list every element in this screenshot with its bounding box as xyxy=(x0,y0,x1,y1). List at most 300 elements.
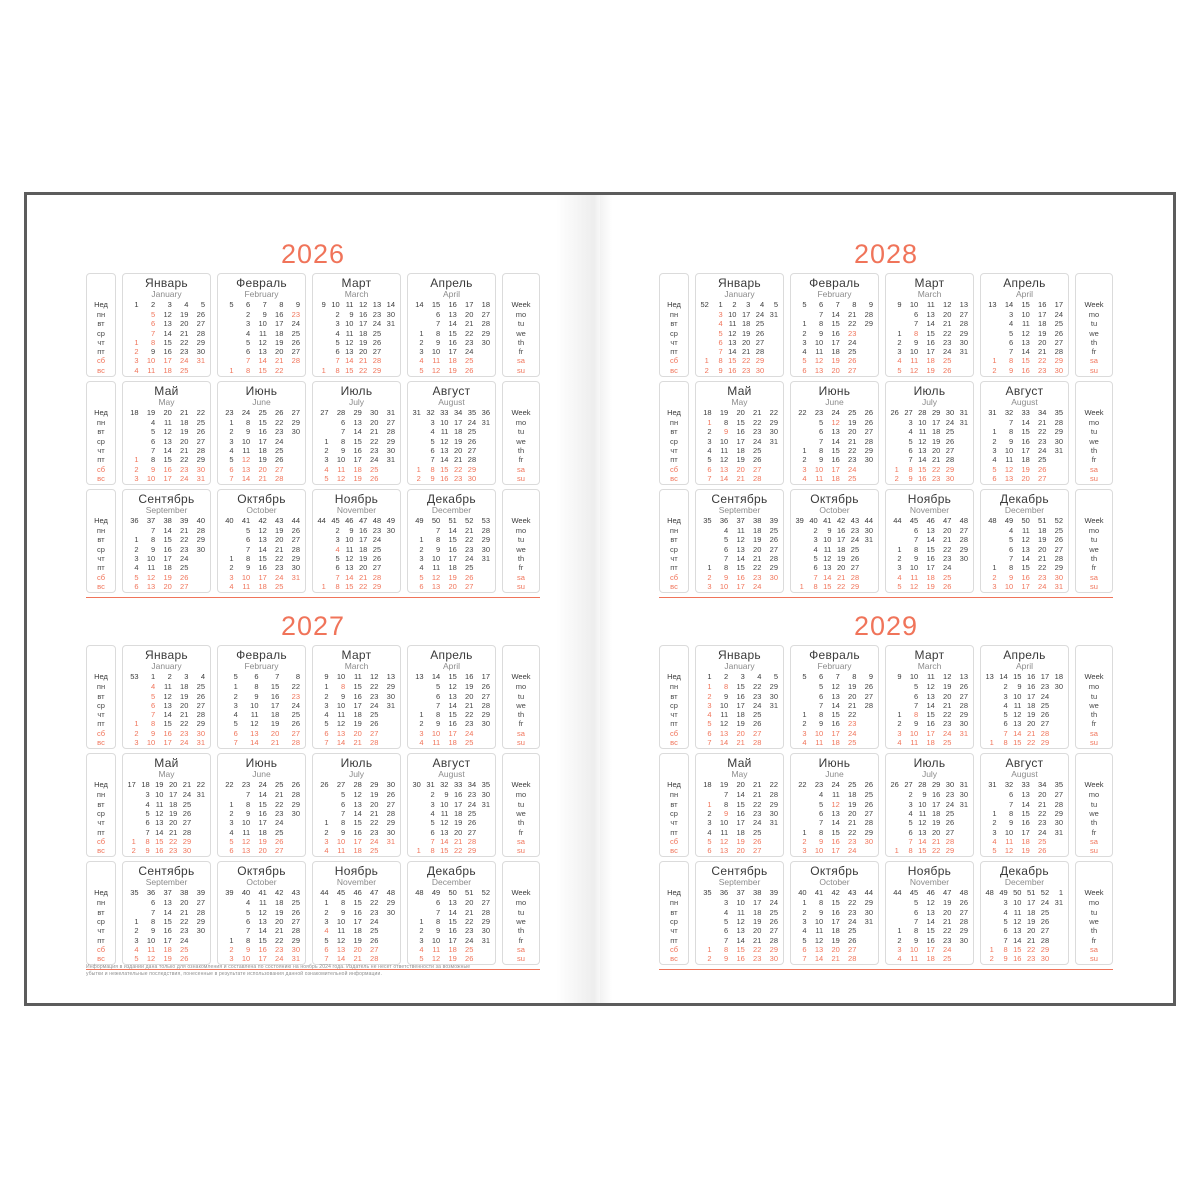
month-header xyxy=(983,647,1066,671)
day-number: 11 xyxy=(337,926,346,936)
day-number: 13 xyxy=(258,916,267,926)
day-row xyxy=(793,545,876,554)
day-number: 10 xyxy=(814,728,824,738)
day-number: 25 xyxy=(848,473,857,483)
weekday-label: tu xyxy=(517,535,525,545)
day-number: 14 xyxy=(163,907,172,917)
day-number: 17 xyxy=(163,473,172,483)
day-row xyxy=(793,926,876,935)
day-number: 19 xyxy=(753,916,762,926)
day-number: 4 xyxy=(246,328,251,338)
month-name-en: February xyxy=(817,661,852,672)
week-number: 28 xyxy=(353,780,362,790)
day-number: 19 xyxy=(926,365,935,375)
weekday-label: вс xyxy=(97,365,105,375)
day-number: 14 xyxy=(926,700,935,710)
day-number: 24 xyxy=(753,818,762,828)
day-row xyxy=(125,898,208,907)
day-number: 26 xyxy=(1038,464,1047,474)
day-number: 12 xyxy=(336,719,346,729)
day-number xyxy=(859,945,876,954)
day-number: 20 xyxy=(465,898,474,908)
day-row xyxy=(410,319,493,328)
day-number: 11 xyxy=(432,563,441,573)
day-number: 30 xyxy=(1054,365,1063,375)
day-number: 23 xyxy=(753,808,762,818)
month-name-ru: Май xyxy=(154,756,179,771)
day-number: 2 xyxy=(813,526,818,536)
weekday-label: tu xyxy=(1090,535,1098,545)
weekday-label: we xyxy=(516,916,526,926)
day-number: 2 xyxy=(707,954,712,964)
day-row xyxy=(793,917,876,926)
weekday-label: we xyxy=(1089,700,1099,710)
week-number: 19 xyxy=(155,780,164,790)
day-number xyxy=(793,310,810,319)
week-number: 29 xyxy=(931,408,941,418)
day-number: 17 xyxy=(353,455,362,465)
weekday-label: сб xyxy=(669,464,679,474)
day-number: 18 xyxy=(926,356,935,366)
month-name-ru: Декабрь xyxy=(1000,864,1049,879)
day-number: 3 xyxy=(134,935,139,945)
day-row xyxy=(983,738,1066,747)
day-number xyxy=(315,526,329,535)
week-header-en: Week xyxy=(511,672,531,682)
day-number: 13 xyxy=(258,535,267,545)
day-number: 22 xyxy=(943,328,952,338)
week-number: 31 xyxy=(959,408,968,418)
day-number: 13 xyxy=(831,808,840,818)
day-number xyxy=(220,356,237,365)
weekday-label: сб xyxy=(669,356,679,366)
day-number xyxy=(957,809,971,818)
day-number: 26 xyxy=(465,954,474,964)
side-column-spacer xyxy=(89,863,113,887)
day-number: 25 xyxy=(1038,836,1047,846)
month-grid xyxy=(888,299,971,375)
month-grid xyxy=(888,779,971,855)
week-number: 7 xyxy=(835,672,840,682)
day-number: 1 xyxy=(229,554,234,564)
day-row xyxy=(698,474,781,483)
day-number: 23 xyxy=(275,563,284,573)
day-row xyxy=(698,319,781,328)
day-row xyxy=(698,790,781,799)
weekday-label: th xyxy=(1090,337,1098,347)
day-row xyxy=(410,682,493,691)
day-number: 26 xyxy=(850,554,860,564)
day-number: 18 xyxy=(926,738,935,748)
day-number: 22 xyxy=(453,464,463,474)
day-number: 26 xyxy=(1040,710,1050,720)
day-number: 4 xyxy=(1009,526,1014,536)
day-number: 20 xyxy=(448,581,457,591)
week-number: 13 xyxy=(959,300,968,309)
day-number: 23 xyxy=(741,365,751,375)
day-number: 2 xyxy=(229,808,234,818)
week-header-ru: Нед xyxy=(94,780,108,790)
day-number xyxy=(410,898,427,907)
week-number: 20 xyxy=(736,408,745,418)
day-number: 14 xyxy=(448,907,457,917)
day-number: 16 xyxy=(358,310,368,319)
day-row xyxy=(983,710,1066,719)
day-number: 4 xyxy=(151,682,156,692)
day-number: 17 xyxy=(358,319,368,329)
day-number: 2 xyxy=(229,944,234,954)
day-number: 16 xyxy=(163,926,172,936)
day-number: 28 xyxy=(848,954,857,964)
day-number: 25 xyxy=(1054,526,1063,536)
week-number: 17 xyxy=(465,300,474,309)
day-row xyxy=(983,427,1066,436)
day-number xyxy=(859,356,876,365)
day-row xyxy=(983,554,1066,563)
day-number: 22 xyxy=(943,710,952,720)
day-number: 30 xyxy=(481,790,490,800)
day-number xyxy=(315,554,329,563)
day-number: 13 xyxy=(448,898,457,908)
weekday-label: th xyxy=(517,926,525,936)
day-number: 5 xyxy=(233,719,238,729)
day-number: 17 xyxy=(1026,691,1036,701)
weekday-label: sa xyxy=(1090,356,1098,366)
day-number: 30 xyxy=(481,719,490,729)
day-number: 2 xyxy=(707,808,712,818)
day-number xyxy=(384,545,398,554)
day-number: 18 xyxy=(1021,455,1030,465)
day-number: 24 xyxy=(275,818,284,828)
day-number: 10 xyxy=(431,728,441,738)
day-number: 20 xyxy=(465,310,474,319)
day-number: 19 xyxy=(465,682,474,692)
day-row xyxy=(410,474,493,483)
day-number: 19 xyxy=(736,836,745,846)
month-name-en: May xyxy=(731,769,748,780)
day-number xyxy=(381,954,398,963)
day-number: 9 xyxy=(145,846,150,856)
day-row xyxy=(410,945,493,954)
week-number: 43 xyxy=(850,516,860,526)
day-number: 28 xyxy=(196,445,205,455)
day-number: 7 xyxy=(724,554,729,564)
day-number: 6 xyxy=(724,926,729,936)
day-number: 24 xyxy=(180,738,189,748)
day-number: 15 xyxy=(1021,427,1030,437)
month-name-en: June xyxy=(252,769,271,780)
day-number: 20 xyxy=(753,544,762,554)
day-number: 16 xyxy=(453,790,463,800)
day-number: 23 xyxy=(848,907,857,917)
week-number: 2 xyxy=(724,672,729,682)
day-number xyxy=(1052,936,1066,945)
month-name-ru: Июнь xyxy=(245,756,278,771)
day-number: 3 xyxy=(707,818,712,828)
weekday-label: чт xyxy=(97,554,105,564)
day-number: 6 xyxy=(151,700,156,710)
day-number: 30 xyxy=(1040,954,1050,964)
day-number: 8 xyxy=(341,436,346,446)
day-number: 27 xyxy=(372,347,382,357)
week-number: 16 xyxy=(1026,672,1036,682)
day-number: 28 xyxy=(370,954,379,964)
day-number: 16 xyxy=(1021,572,1030,582)
day-number: 15 xyxy=(155,836,164,846)
day-number: 29 xyxy=(945,846,955,856)
month-name-ru: Июль xyxy=(913,384,946,399)
day-number: 20 xyxy=(1026,926,1036,936)
day-number: 22 xyxy=(943,926,952,936)
day-row xyxy=(888,319,971,328)
weekday-label: вс xyxy=(670,581,678,591)
day-number xyxy=(286,465,303,474)
day-number xyxy=(410,790,424,799)
day-number: 19 xyxy=(753,535,762,545)
day-number: 14 xyxy=(1013,935,1022,945)
day-row xyxy=(410,573,493,582)
week-number: 25 xyxy=(258,408,267,418)
day-row xyxy=(125,554,208,563)
day-number xyxy=(793,563,807,572)
day-row xyxy=(793,418,876,427)
day-number: 6 xyxy=(707,464,712,474)
month-header xyxy=(888,755,971,779)
month-cell xyxy=(407,861,496,965)
month-grid xyxy=(793,407,876,483)
day-number: 14 xyxy=(440,836,449,846)
weekday-label: ср xyxy=(97,808,105,818)
day-row xyxy=(125,427,208,436)
weekday-label: вт xyxy=(670,427,678,437)
day-number xyxy=(410,837,424,846)
week-number: 35 xyxy=(1054,408,1063,418)
day-number: 12 xyxy=(431,365,441,375)
day-number: 29 xyxy=(291,418,300,428)
side-column-spacer xyxy=(505,275,537,299)
week-number: 35 xyxy=(467,408,477,418)
day-number: 8 xyxy=(436,535,441,545)
day-number xyxy=(125,310,142,319)
week-number: 35 xyxy=(481,780,490,790)
day-number: 5 xyxy=(908,818,913,828)
day-row xyxy=(410,710,493,719)
day-number: 4 xyxy=(992,455,997,465)
weekday-label: вт xyxy=(670,319,678,329)
day-number: 5 xyxy=(813,554,818,564)
day-number: 23 xyxy=(168,846,178,856)
day-row xyxy=(315,455,398,464)
week-number: 35 xyxy=(1054,780,1063,790)
day-number xyxy=(286,437,303,446)
weekday-label: fr xyxy=(518,827,524,837)
day-number: 31 xyxy=(386,455,395,465)
day-number xyxy=(764,719,781,728)
day-number: 8 xyxy=(254,682,259,692)
day-number: 29 xyxy=(372,581,382,591)
weekday-label: ср xyxy=(97,544,105,554)
day-number: 19 xyxy=(931,818,941,828)
day-number: 16 xyxy=(275,310,284,319)
day-number xyxy=(191,954,208,963)
day-number xyxy=(793,573,807,582)
weekday-label: th xyxy=(517,710,525,720)
day-number: 28 xyxy=(945,455,955,465)
day-number: 28 xyxy=(481,526,490,536)
day-number: 9 xyxy=(246,563,251,573)
weekday-column-ru xyxy=(659,645,689,749)
day-number: 20 xyxy=(270,728,280,738)
day-number: 8 xyxy=(724,563,729,573)
month-header xyxy=(125,755,208,779)
day-row xyxy=(410,917,493,926)
day-number: 30 xyxy=(196,544,205,554)
day-row xyxy=(410,356,493,365)
day-number xyxy=(220,908,237,917)
week-header-ru: Нед xyxy=(667,672,681,682)
month-name-ru: Март xyxy=(341,648,372,663)
day-row xyxy=(315,936,398,945)
day-number: 21 xyxy=(753,935,762,945)
day-number: 4 xyxy=(335,544,340,554)
week-number: 11 xyxy=(345,300,354,309)
week-number: 8 xyxy=(852,672,857,682)
day-row xyxy=(888,828,971,837)
day-number: 22 xyxy=(1038,563,1047,573)
day-number: 4 xyxy=(229,445,234,455)
weekday-label: пт xyxy=(670,935,678,945)
day-number: 24 xyxy=(943,563,952,573)
week-number: 6 xyxy=(254,672,259,682)
day-row xyxy=(125,437,208,446)
day-number: 9 xyxy=(254,691,259,701)
weekday-label: we xyxy=(516,808,526,818)
day-number: 19 xyxy=(1021,464,1030,474)
day-row xyxy=(983,846,1066,855)
day-number: 14 xyxy=(736,935,745,945)
weekday-label: we xyxy=(516,328,526,338)
day-number: 9 xyxy=(436,926,441,936)
month-grid xyxy=(698,515,781,591)
weekday-label: we xyxy=(516,700,526,710)
day-row xyxy=(888,338,971,347)
day-number: 27 xyxy=(753,464,762,474)
year-bottom-rule xyxy=(659,969,1113,970)
month-name-ru: Июнь xyxy=(818,756,851,771)
day-number xyxy=(888,818,902,827)
day-number xyxy=(698,790,715,799)
day-number: 23 xyxy=(943,554,952,564)
day-number: 9 xyxy=(430,473,435,483)
day-number: 29 xyxy=(769,799,778,809)
side-column-spacer xyxy=(89,755,113,779)
day-number xyxy=(315,790,332,799)
day-row xyxy=(983,908,1066,917)
month-header xyxy=(698,275,781,299)
day-number: 4 xyxy=(819,790,824,800)
day-number: 14 xyxy=(918,455,927,465)
day-number: 16 xyxy=(1021,365,1030,375)
week-number: 45 xyxy=(336,888,346,898)
day-number xyxy=(220,535,237,544)
day-row xyxy=(315,710,398,719)
day-number: 4 xyxy=(802,347,807,357)
weekday-label: пт xyxy=(670,455,678,465)
day-number: 6 xyxy=(1009,337,1014,347)
month-cell xyxy=(407,273,496,377)
day-number: 26 xyxy=(291,337,300,347)
day-number: 17 xyxy=(358,535,368,545)
weekday-label: th xyxy=(517,554,525,564)
day-number: 30 xyxy=(291,944,300,954)
day-number xyxy=(793,554,807,563)
day-number xyxy=(698,554,715,563)
day-number: 14 xyxy=(163,445,172,455)
day-number: 23 xyxy=(753,691,762,701)
day-number xyxy=(315,329,329,338)
day-number xyxy=(1049,474,1066,483)
day-number: 9 xyxy=(724,808,729,818)
weekday-label: tu xyxy=(1090,427,1098,437)
day-number: 14 xyxy=(1021,347,1030,357)
day-number: 18 xyxy=(258,827,267,837)
day-row xyxy=(315,908,398,917)
day-number: 11 xyxy=(345,328,354,338)
day-number: 23 xyxy=(180,347,189,357)
day-number xyxy=(410,526,427,535)
day-number: 29 xyxy=(1054,427,1063,437)
day-number: 21 xyxy=(275,926,284,936)
day-number: 31 xyxy=(386,836,395,846)
day-row xyxy=(125,837,208,846)
week-number: 34 xyxy=(453,408,463,418)
day-number: 3 xyxy=(802,846,807,856)
day-number: 21 xyxy=(931,455,941,465)
day-number: 20 xyxy=(1038,337,1047,347)
day-number: 1 xyxy=(419,535,424,545)
day-row xyxy=(315,945,398,954)
week-number: 36 xyxy=(481,408,490,418)
day-number: 6 xyxy=(819,808,824,818)
day-number: 9 xyxy=(718,365,723,375)
day-number: 25 xyxy=(196,682,205,692)
weekday-label: su xyxy=(1090,473,1098,483)
day-number: 23 xyxy=(1038,572,1047,582)
day-number: 21 xyxy=(848,818,857,828)
day-number xyxy=(888,455,902,464)
week-number: 4 xyxy=(184,300,189,309)
months-row xyxy=(659,273,1113,377)
day-number xyxy=(286,818,303,827)
day-row xyxy=(793,474,876,483)
day-number: 5 xyxy=(1003,710,1008,720)
day-row xyxy=(888,954,971,963)
month-header xyxy=(315,863,398,887)
weekday-label: вт xyxy=(97,691,105,701)
day-number xyxy=(476,954,493,963)
day-number: 5 xyxy=(335,554,340,564)
day-number: 28 xyxy=(864,310,873,319)
weekday-label: fr xyxy=(518,935,524,945)
day-number: 11 xyxy=(432,944,441,954)
month-grid xyxy=(220,299,303,375)
day-number: 1 xyxy=(131,836,136,846)
day-row xyxy=(888,692,971,701)
day-number xyxy=(125,682,142,691)
day-row xyxy=(220,682,303,691)
day-number xyxy=(954,356,971,365)
week-number: 38 xyxy=(753,888,762,898)
